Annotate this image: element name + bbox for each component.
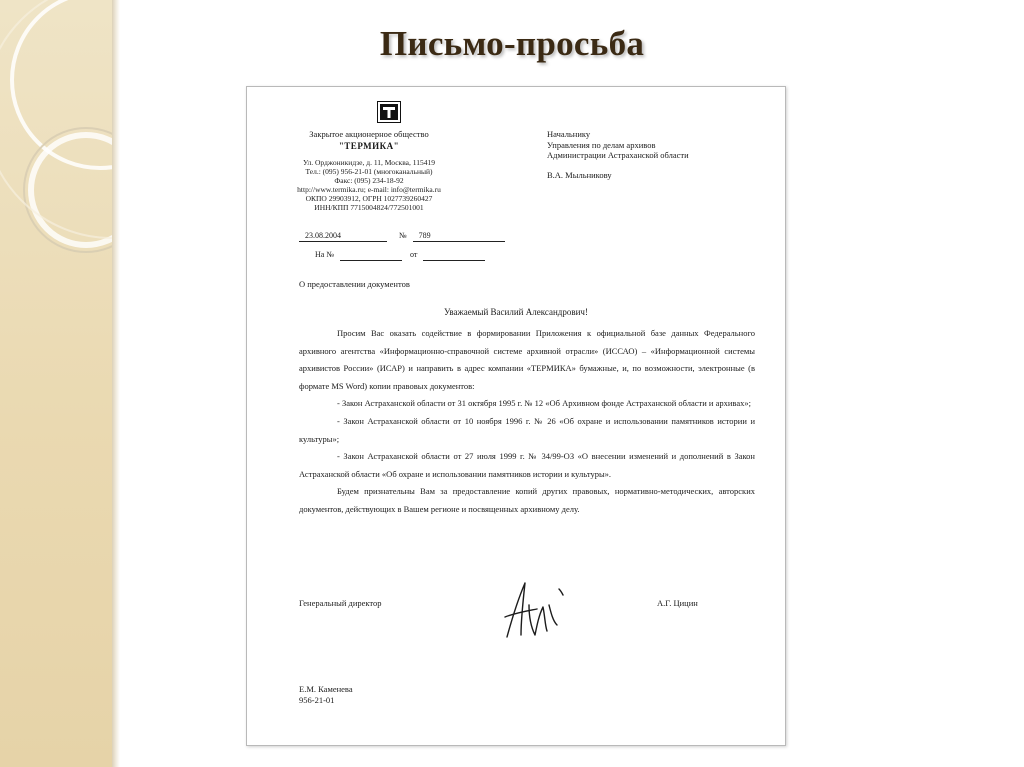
reference-label: На № — [315, 250, 334, 259]
executor-phone: 956-21-01 — [299, 695, 335, 706]
letter-subject: О предоставлении документов — [299, 279, 410, 289]
executor-name: Е.М. Каменева — [299, 684, 353, 694]
decorative-rings — [0, 0, 112, 767]
side-panel-edge — [112, 0, 120, 767]
letter-number: 789 — [413, 231, 505, 242]
handwritten-signature — [499, 575, 571, 645]
company-inn-kpp: ИНН/КПП 7715004824/772501001 — [314, 202, 424, 212]
addressee-line: Администрации Астраханской области — [547, 150, 689, 161]
letter-greeting: Уважаемый Василий Александрович! — [444, 307, 588, 317]
document-list-item: - Закон Астраханской области от 27 июля 1999 г. № 34/99-ОЗ «О внесении изменений и дополнений в Закон Астраханской области «Об охране и использовании памятников истории и культуры». — [299, 451, 755, 479]
incoming-reference — [315, 250, 485, 261]
reference-from-label: от — [409, 250, 418, 259]
decorative-side-panel — [0, 0, 112, 767]
letter-document — [246, 86, 786, 746]
slide-title: Письмо-просьба — [379, 24, 645, 63]
company-web-email: http://www.termika.ru; e-mail: info@termika.ru — [297, 184, 441, 194]
body-paragraph: Будем признательны Вам за предоставление копий других правовых, нормативно-методических, авторских документов, действующих в Вашем регионе и посвященных архивному делу. — [299, 486, 755, 514]
executor-block — [299, 684, 353, 706]
letter-body — [299, 325, 755, 519]
document-list-item: - Закон Астраханской области от 31 октября 1995 г. № 12 «Об Архивном фонде Астраханской области и архивах»; — [337, 398, 751, 409]
outgoing-registration — [299, 231, 505, 242]
company-address: Ул. Орджоникидзе, д. 11, Москва, 115419 — [303, 157, 435, 167]
addressee-name: В.А. Мыльникову — [547, 169, 612, 180]
signer-name: А.Г. Цицин — [657, 598, 698, 608]
addressee-block — [547, 129, 777, 181]
company-org-type: Закрытое акционерное общество — [309, 129, 429, 139]
body-paragraph: Просим Вас оказать содействие в формировании Приложения к официальной базе данных Федерального архивного агентства «Информационно-справочной системе архивной отрасли» (ИССАО) – «Информационной системы архивистов России» (ИСАР) и направить в адрес компании «ТЕРМИКА» бумажные, и, по возможности, электронные (в формате MS Word) копии правовых документов: — [299, 328, 755, 391]
addressee-line: Начальнику — [547, 129, 591, 139]
company-contacts — [291, 158, 447, 212]
signer-title: Генеральный директор — [299, 598, 382, 608]
company-name: "ТЕРМИКА" — [338, 140, 400, 151]
addressee-line: Управления по делам архивов — [547, 139, 656, 150]
company-fax: Факс: (095) 234-18-92 — [334, 175, 404, 185]
company-okpo-ogrn: ОКПО 29903912, ОГРН 1027739260427 — [305, 193, 433, 203]
number-sign: № — [399, 231, 407, 240]
company-phone: Тел.: (095) 956-21-01 (многоканальный) — [305, 166, 433, 176]
document-list-item: - Закон Астраханской области от 10 ноября 1996 г. № 26 «Об охране и использовании памятников истории и культуры»; — [299, 415, 755, 444]
letter-date: 23.08.2004 — [299, 231, 387, 242]
company-logo-icon — [377, 101, 401, 123]
company-header — [291, 129, 447, 212]
